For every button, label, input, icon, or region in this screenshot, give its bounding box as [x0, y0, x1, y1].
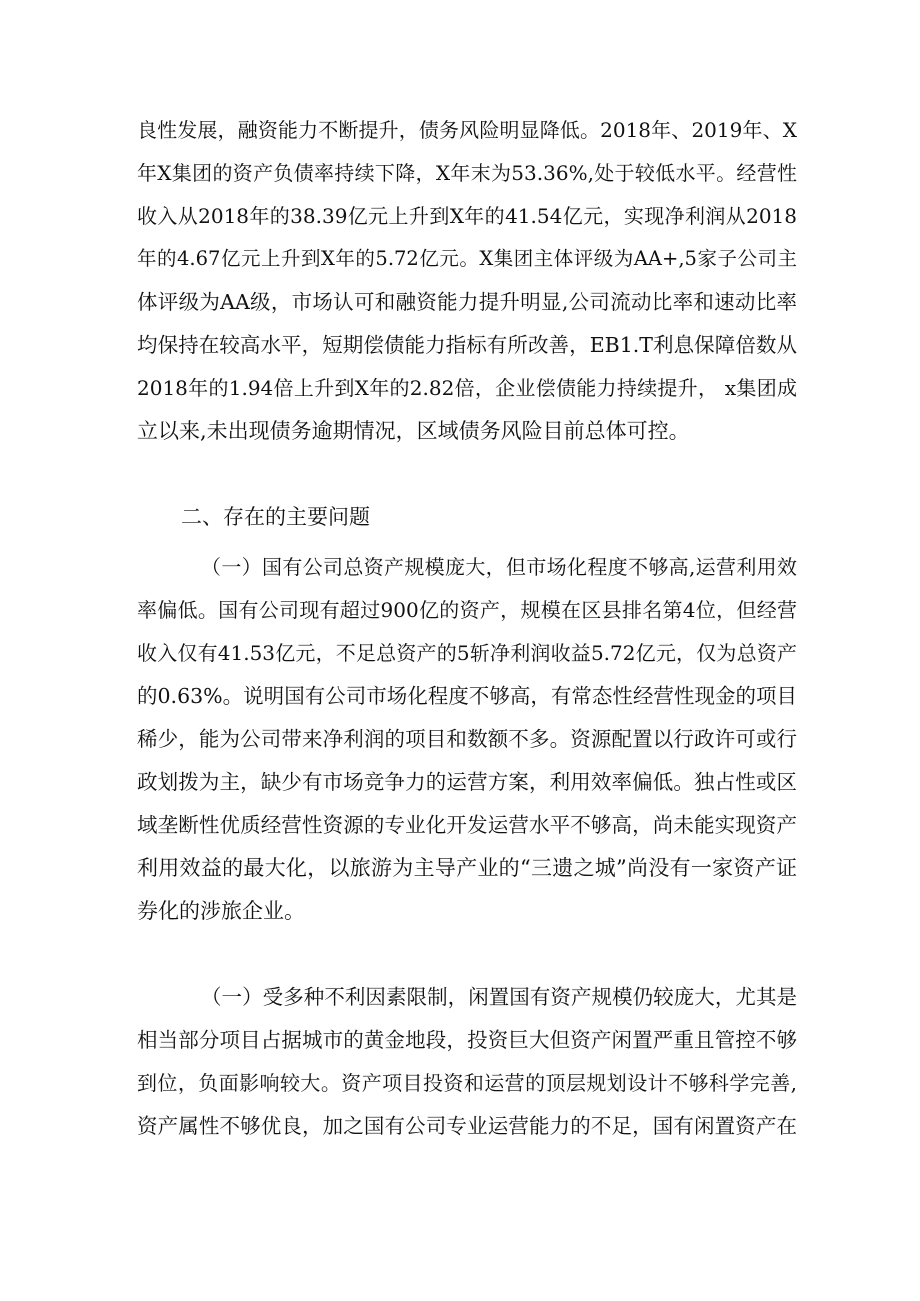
paragraph-1-line-1: 良性发展，融资能力不断提升，债务风险明显降低。2018年、2019年、X	[137, 118, 797, 142]
paragraph-1-line-2: 年X集团的资产负债率持续下降，X年末为53.36%,处于较低水平。经营性	[137, 161, 797, 185]
paragraph-1-line-7: 2018年的1.94倍上升到X年的2.82倍，企业偿债能力持续提升， x集团成	[137, 376, 797, 400]
paragraph-2-line-3: 收入仅有41.53亿元，不足总资产的5斩净利润收益5.72亿元，仅为总资产	[137, 641, 797, 665]
paragraph-2-line-5: 稀少，能为公司带来净利润的项目和数额不多。资源配置以行政许可或行	[137, 727, 797, 751]
paragraph-3-line-2: 相当部分项目占据城市的黄金地段，投资巨大但资产闲置严重且管控不够	[137, 1028, 797, 1052]
paragraph-1-line-8: 立以来,未出现债务逾期情况，区域债务风险目前总体可控。	[137, 419, 690, 443]
paragraph-3-line-3: 到位，负面影响较大。资产项目投资和运营的顶层规划设计不够科学完善,	[137, 1071, 797, 1095]
paragraph-2-line-2: 率偏低。国有公司现有超过900亿的资产，规模在区县排名第4位，但经营	[137, 598, 797, 622]
paragraph-1-line-3: 收入从2018年的38.39亿元上升到X年的41.54亿元，实现净利润从2018	[137, 204, 797, 228]
paragraph-1-line-5: 体评级为AA级，市场认可和融资能力提升明显,公司流动比率和速动比率	[137, 290, 797, 314]
paragraph-1-line-6: 均保持在较高水平，短期偿债能力指标有所改善，EB1.T利息保障倍数从	[137, 333, 797, 357]
paragraph-3-line-1: （一）受多种不利因素限制，闲置国有资产规模仍较庞大，尤其是	[201, 985, 797, 1009]
paragraph-3-line-4: 资产属性不够优良，加之国有公司专业运营能力的不足，国有闲置资产在	[137, 1114, 797, 1138]
paragraph-2-line-8: 利用效益的最大化，以旅游为主导产业的“三遗之城”尚没有一家资产证	[137, 856, 797, 880]
paragraph-1-line-4: 年的4.67亿元上升到X年的5.72亿元。X集团主体评级为AA+,5家子公司主	[137, 247, 797, 270]
paragraph-2-line-6: 政划拨为主，缺少有市场竞争力的运营方案，利用效率偏低。独占性或区	[137, 770, 797, 794]
paragraph-2-line-7: 域垄断性优质经营性资源的专业化开发运营水平不够高，尚未能实现资产	[137, 813, 797, 837]
paragraph-2-line-9: 券化的涉旅企业。	[137, 899, 305, 923]
section-heading: 二、存在的主要问题	[181, 505, 370, 529]
paragraph-2-line-4: 的0.63%。说明国有公司市场化程度不够高，有常态性经营性现金的项目	[137, 684, 797, 708]
paragraph-2-line-1: （一）国有公司总资产规模庞大，但市场化程度不够高,运营利用效	[201, 555, 797, 579]
